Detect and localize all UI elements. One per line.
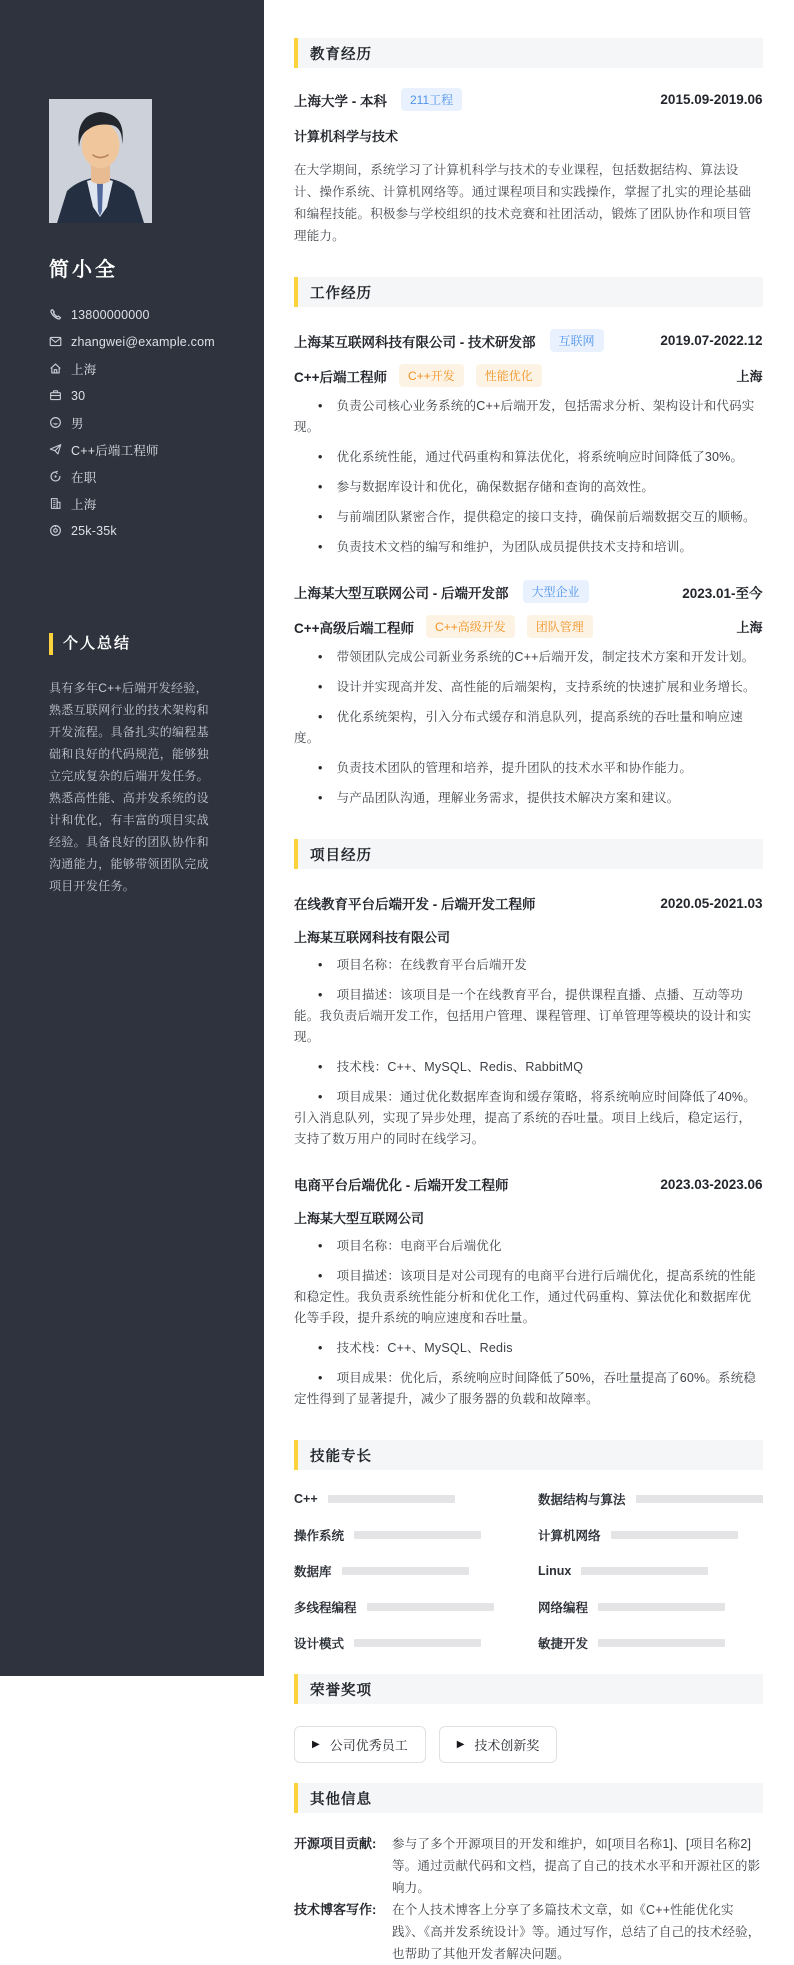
job-role-row: [294, 364, 763, 387]
bullet-item: • 负责技术文档的编写和维护，为团队成员提供技术支持和培训。: [294, 537, 763, 558]
building-icon: [49, 497, 62, 510]
project-title-row: [294, 893, 763, 913]
education-date: 2015.09-2019.06: [660, 92, 763, 107]
education-major: 计算机科学与技术: [294, 129, 399, 144]
honor-list: [294, 1726, 763, 1763]
project-date: 2023.03-2023.06: [660, 1176, 763, 1192]
job-date: 2023.01-至今: [682, 585, 763, 601]
contact-item-salary: [49, 524, 236, 537]
job-tag: C++开发: [399, 364, 464, 387]
bullet-item: • 优化系统架构，引入分布式缓存和消息队列，提高系统的吞吐量和响应速度。: [294, 707, 763, 749]
contact-status: 在职: [71, 470, 97, 485]
job-date: 2019.07-2022.12: [660, 333, 763, 348]
contact-gender: 男: [71, 416, 84, 431]
skill-label: C++: [294, 1492, 318, 1506]
bullet-item: • 项目成果：通过优化数据库查询和缓存策略，将系统响应时间降低了40%。引入消息队列，实现了异步处理，提高了系统的吞吐量。项目上线后，稳定运行，支持了数万用户的同时在线学习。: [294, 1087, 763, 1150]
projects-title: 项目经历: [310, 847, 372, 864]
job-tag: 性能优化: [476, 364, 542, 387]
company-badge: 互联网: [550, 329, 604, 352]
honors-header: [294, 1674, 763, 1704]
skill-row: [294, 1636, 522, 1650]
education-school-row: [294, 88, 763, 111]
section-other: [294, 1783, 763, 1965]
contact-item-age: [49, 389, 236, 402]
job-role: C++后端工程师: [294, 369, 388, 385]
job-company-row: [294, 580, 763, 603]
summary-title: 个人总结: [49, 633, 236, 655]
other-info-list: [294, 1833, 763, 1965]
skill-row: [538, 1528, 763, 1542]
school-badge: 211工程: [401, 88, 462, 111]
skills-title: 技能专长: [310, 1448, 372, 1465]
bullet-item: • 设计并实现高并发、高性能的后端架构，支持系统的快速扩展和业务增长。: [294, 677, 763, 698]
skills-header: [294, 1440, 763, 1470]
other-row-blog: [294, 1899, 763, 1965]
bullet-item: • 项目名称：电商平台后端优化: [294, 1236, 763, 1257]
skill-label: Linux: [538, 1564, 572, 1578]
skill-bar: [354, 1531, 481, 1539]
play-icon: ▶: [456, 1739, 465, 1750]
skill-bar: [354, 1639, 481, 1647]
contact-item-gender: [49, 416, 236, 429]
honor-label: 公司优秀员工: [329, 1738, 408, 1753]
honors-title: 荣誉奖项: [310, 1682, 372, 1699]
education-title: 教育经历: [310, 46, 372, 63]
other-header: [294, 1783, 763, 1813]
bullet-item: • 技术栈：C++、MySQL、Redis: [294, 1338, 763, 1359]
project-company: 上海某大型互联网公司: [294, 1211, 425, 1226]
bullet-item: • 参与数据库设计和优化，确保数据存储和查询的高效性。: [294, 477, 763, 498]
skill-row: [294, 1528, 522, 1542]
bullet-item: • 负责技术团队的管理和培养，提升团队的技术水平和协作能力。: [294, 758, 763, 779]
section-honors: [294, 1674, 763, 1763]
personal-summary: [49, 633, 236, 897]
company-badge: 大型企业: [523, 580, 589, 603]
section-skills: [294, 1440, 763, 1650]
school-name: 上海大学 - 本科: [294, 93, 387, 109]
bullet-item: • 项目描述：该项目是一个在线教育平台，提供课程直播、点播、互动等功能。我负责后端开发工作，包括用户管理、课程管理、订单管理等模块的设计和实现。: [294, 985, 763, 1048]
skill-row: [294, 1564, 522, 1578]
other-row-opensource: [294, 1833, 763, 1899]
skill-bar: [342, 1567, 469, 1575]
contact-email: zhangwei@example.com: [71, 334, 215, 349]
home-icon: [49, 362, 62, 375]
skill-label: 数据结构与算法: [538, 1493, 626, 1507]
education-description: 在大学期间，系统学习了计算机科学与技术的专业课程，包括数据结构、算法设计、操作系统、计算机网络等。通过课程项目和实践操作，掌握了扎实的理论基础和编程技能。积极参与学校组织的技术竞赛和社团活动，锻炼了团队协作和项目管理能力。: [294, 163, 752, 243]
skill-bar: [598, 1603, 725, 1611]
skill-bar: [598, 1639, 725, 1647]
project-name: 在线教育平台后端开发 - 后端开发工程师: [294, 897, 536, 912]
project-name: 电商平台后端优化 - 后端开发工程师: [294, 1178, 509, 1193]
salary-icon: [49, 524, 62, 537]
job-entry-1: [294, 329, 763, 558]
company-name: 上海某互联网科技有限公司 - 技术研发部: [294, 334, 536, 350]
other-text: 参与了多个开源项目的开发和维护，如[项目名称1]、[项目名称2]等。通过贡献代码和文档，提高了自己的技术水平和开源社区的影响力。: [392, 1837, 761, 1895]
skill-label: 计算机网络: [538, 1529, 601, 1543]
contact-item-email: [49, 335, 236, 348]
bullet-item: • 项目名称：在线教育平台后端开发: [294, 955, 763, 976]
section-education: [294, 38, 763, 247]
other-text: 在个人技术博客上分享了多篇技术文章，如《C++性能优化实践》、《高并发系统设计》等。通过写作，总结了自己的技术经验，也帮助了其他开发者解决问题。: [392, 1903, 761, 1961]
play-icon: ▶: [312, 1739, 320, 1750]
paper-plane-icon: [49, 443, 62, 456]
skill-label: 多线程编程: [294, 1601, 357, 1615]
section-projects: [294, 839, 763, 1410]
bullet-item: • 负责公司核心业务系统的C++后端开发，包括需求分析、架构设计和代码实现。: [294, 396, 763, 438]
bullet-item: • 项目成果：优化后，系统响应时间降低了50%，吞吐量提高了60%。系统稳定性得到了显著提升，减少了服务器的负载和故障率。: [294, 1368, 763, 1410]
contact-age: 30: [71, 388, 86, 403]
gender-icon: [49, 416, 62, 429]
project-entry-2: [294, 1174, 763, 1410]
project-entry-1: [294, 893, 763, 1150]
skill-label: 网络编程: [538, 1601, 589, 1615]
skill-bar: [611, 1531, 738, 1539]
skill-bar: [328, 1495, 455, 1503]
project-title-row: [294, 1174, 763, 1194]
profile-photo-image: [49, 99, 152, 223]
skill-row: [294, 1492, 522, 1506]
job-role-row: [294, 615, 763, 638]
candidate-name: 简小全: [49, 259, 118, 281]
education-header: [294, 38, 763, 68]
contact-city: 上海: [71, 497, 97, 512]
skill-bar: [367, 1603, 494, 1611]
job-role: C++高级后端工程师: [294, 620, 415, 636]
skill-row: [538, 1492, 763, 1506]
contact-item-location: [49, 362, 236, 375]
contact-item-status: [49, 470, 236, 483]
bullet-item: • 项目描述：该项目是对公司现有的电商平台进行后端优化，提高系统的性能和稳定性。我负责系统性能分析和优化工作，通过代码重构、算法优化和数据库优化等手段，提升系统的响应速度和吞吐量。: [294, 1266, 763, 1329]
status-icon: [49, 470, 62, 483]
other-label: 技术博客写作:: [294, 1902, 377, 1917]
job-location: 上海: [736, 620, 763, 635]
bullet-item: • 与前端团队紧密合作，提供稳定的接口支持，确保前后端数据交互的顺畅。: [294, 507, 763, 528]
work-title: 工作经历: [310, 285, 372, 302]
skill-row: [294, 1600, 522, 1614]
contact-item-jobtitle: [49, 443, 236, 456]
contact-jobtitle: C++后端工程师: [71, 443, 159, 458]
contact-phone: 13800000000: [71, 307, 150, 322]
contact-salary: 25k-35k: [71, 523, 117, 538]
job-tag: C++高级开发: [426, 615, 515, 638]
work-header: [294, 277, 763, 307]
briefcase-icon: [49, 389, 62, 402]
skill-bar: [581, 1567, 708, 1575]
company-name: 上海某大型互联网公司 - 后端开发部: [294, 585, 509, 601]
job-tag: 团队管理: [527, 615, 593, 638]
skill-label: 数据库: [294, 1565, 332, 1579]
bullet-item: • 与产品团队沟通，理解业务需求，提供技术解决方案和建议。: [294, 788, 763, 809]
job-entry-2: [294, 580, 763, 809]
other-label: 开源项目贡献:: [294, 1836, 377, 1851]
skills-grid: [294, 1492, 763, 1650]
project-date: 2020.05-2021.03: [660, 895, 763, 911]
contact-location: 上海: [71, 362, 97, 377]
honor-pill: [294, 1726, 426, 1763]
section-work: [294, 277, 763, 809]
contact-list: [49, 308, 236, 537]
skill-label: 设计模式: [294, 1637, 345, 1651]
summary-text: 具有多年C++后端开发经验，熟悉互联网行业的技术架构和开发流程。具备扎实的编程基础和良好的代码规范，能够独立完成复杂的后端开发任务。熟悉高性能、高并发系统的设计和优化，有丰富的项目实战经验。具备良好的团队协作和沟通能力，能够带领团队完成项目开发任务。: [49, 681, 209, 893]
phone-icon: [49, 308, 62, 321]
other-title: 其他信息: [310, 1791, 372, 1808]
projects-header: [294, 839, 763, 869]
bullet-item: • 优化系统性能，通过代码重构和算法优化，将系统响应时间降低了30%。: [294, 447, 763, 468]
skill-row: [538, 1564, 763, 1578]
skill-row: [538, 1636, 763, 1650]
skill-bar: [636, 1495, 763, 1503]
profile-photo: [49, 99, 152, 223]
bullet-item: • 技术栈：C++、MySQL、Redis、RabbitMQ: [294, 1057, 763, 1078]
job-company-row: [294, 329, 763, 352]
job-location: 上海: [736, 369, 763, 384]
skill-row: [538, 1600, 763, 1614]
sidebar: [0, 0, 264, 1676]
contact-item-city: [49, 497, 236, 510]
email-icon: [49, 335, 62, 348]
skill-label: 操作系统: [294, 1529, 345, 1543]
honor-label: 技术创新奖: [474, 1738, 540, 1753]
project-company: 上海某互联网科技有限公司: [294, 930, 451, 945]
bullet-item: • 带领团队完成公司新业务系统的C++后端开发，制定技术方案和开发计划。: [294, 647, 763, 668]
honor-pill: [439, 1726, 558, 1763]
contact-item-phone: [49, 308, 236, 321]
resume-main: [264, 0, 794, 1961]
skill-label: 敏捷开发: [538, 1637, 589, 1651]
